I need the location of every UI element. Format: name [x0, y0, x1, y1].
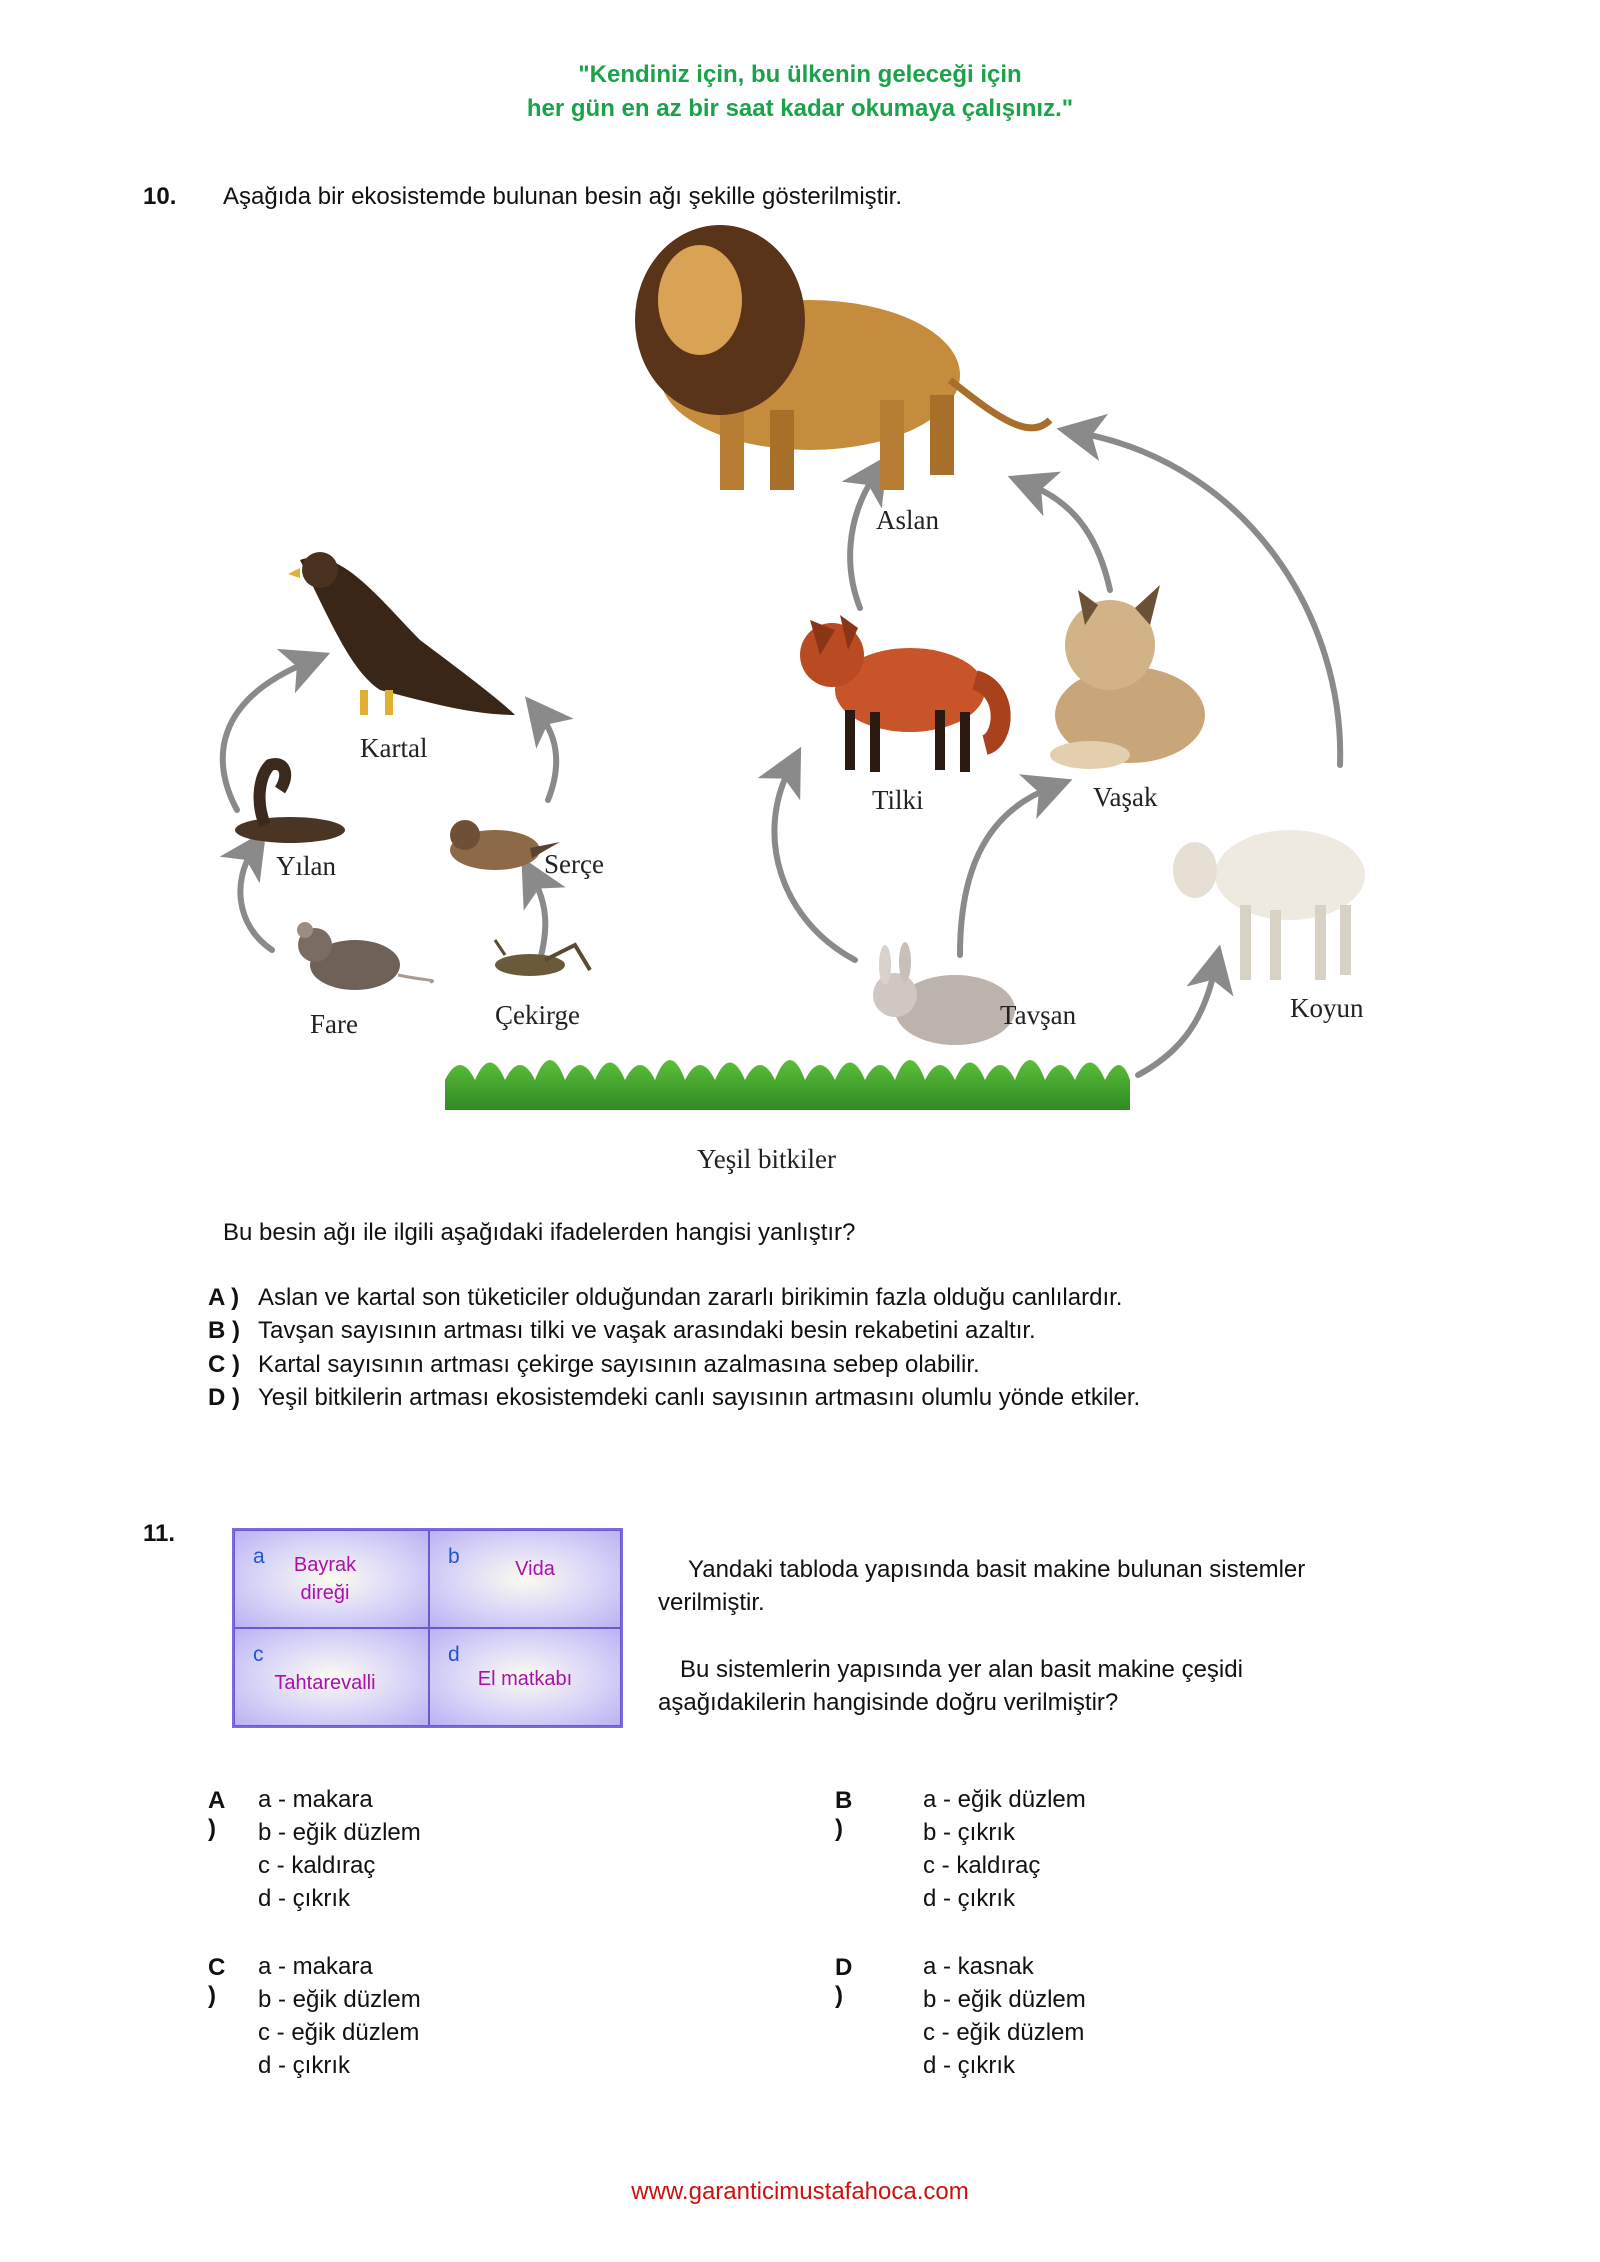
option-letter: A ) [208, 1787, 225, 1842]
label-vasak: Vaşak [1093, 782, 1158, 812]
q11-intro-line-2: verilmiştir. [658, 1589, 765, 1616]
option-line: c - eğik düzlem [923, 2019, 1085, 2046]
option-line: a - kasnak [923, 1953, 1034, 1980]
table-cell-b [429, 1530, 621, 1628]
option-line: b - çıkrık [923, 1819, 1016, 1846]
question-10-stem: Bu besin ağı ile ilgili aşağıdaki ifadelerden hangisi yanlıştır? [223, 1219, 856, 1246]
question-10-number: 10. [143, 183, 177, 210]
option-line: a - makara [258, 1786, 373, 1813]
cell-letter: a [253, 1545, 265, 1568]
option-letter: D ) [835, 1954, 853, 2009]
table-cell-d [429, 1628, 621, 1726]
table-cell-a [234, 1530, 429, 1628]
label-yilan: Yılan [276, 851, 336, 881]
mouse-image [297, 922, 433, 990]
option-text: Yeşil bitkilerin artması ekosistemdeki canlı sayısının artmasını olumlu yönde etkiler. [258, 1384, 1141, 1411]
q11-question-line-2: aşağıdakilerin hangisinde doğru verilmiştir? [658, 1689, 1119, 1716]
lynx-image [1050, 585, 1205, 769]
label-tilki: Tilki [872, 785, 924, 815]
arrow-serce-kartal [540, 715, 556, 800]
label-cekirge: Çekirge [495, 1000, 580, 1030]
label-koyun: Koyun [1290, 993, 1364, 1023]
option-line: b - eğik düzlem [923, 1986, 1086, 2013]
arrow-cekirge-serce [533, 878, 545, 960]
fox-image [800, 615, 1001, 772]
cell-name: El matkabı [477, 1668, 573, 1690]
motto-line-2: her gün en az bir saat kadar okumaya çalışınız." [526, 95, 1074, 122]
label-serce: Serçe [544, 849, 604, 879]
option-letter: C ) [208, 1351, 240, 1378]
option-text: Aslan ve kartal son tüketiciler olduğundan zararlı birikimin fazla olduğu canlılardır. [258, 1284, 1123, 1311]
option-letter: A ) [208, 1284, 240, 1311]
option-line: b - eğik düzlem [258, 1986, 421, 2013]
option-lines [258, 1950, 421, 2082]
cell-name: Bayrak direği [293, 1554, 357, 1604]
q11-question-line-1: Bu sistemlerin yapısında yer alan basit makine çeşidi [680, 1656, 1243, 1683]
arrow-fare-yilan [240, 850, 272, 950]
footer-link[interactable]: www.garanticimustafahoca.com [631, 2178, 969, 2205]
option-line: d - çıkrık [258, 1885, 351, 1912]
cell-letter: d [448, 1643, 460, 1666]
option-text: Tavşan sayısının artması tilki ve vaşak arasındaki besin rekabetini azaltır. [258, 1317, 1036, 1344]
option-letter: D ) [208, 1384, 240, 1411]
option-line: a - makara [258, 1953, 373, 1980]
label-fare: Fare [310, 1009, 358, 1039]
label-aslan: Aslan [876, 505, 939, 535]
option-text: Kartal sayısının artması çekirge sayısının azalmasına sebep olabilir. [258, 1351, 980, 1378]
machines-table [232, 1528, 623, 1728]
rabbit-image [873, 942, 1015, 1045]
q11-question [658, 1653, 1243, 1719]
lion-image [635, 225, 1050, 490]
option-line: a - eğik düzlem [923, 1786, 1086, 1813]
cell-name: Tahtarevalli [274, 1672, 376, 1694]
option-letter: B ) [208, 1317, 240, 1344]
option-line: d - çıkrık [258, 2052, 351, 2079]
cell-letter: c [253, 1643, 264, 1666]
cell-letter: b [448, 1545, 460, 1568]
label-bitkiler: Yeşil bitkiler [697, 1144, 837, 1174]
motto-line-1: "Kendiniz için, bu ülkenin geleceği için [578, 61, 1022, 88]
option-line: c - kaldıraç [258, 1852, 376, 1879]
option-letter: C ) [208, 1954, 226, 2009]
option-line: d - çıkrık [923, 2052, 1016, 2079]
option-lines [923, 1950, 1086, 2082]
q11-intro [658, 1553, 1305, 1619]
option-lines [923, 1783, 1086, 1915]
option-lines [258, 1783, 421, 1915]
cell-name: Vida [515, 1558, 555, 1580]
arrow-tavsan-tilki [774, 768, 855, 960]
option-letter: B ) [835, 1787, 853, 1842]
arrow-bitki-koyun [1138, 968, 1215, 1075]
table-cell-c [234, 1628, 429, 1726]
label-kartal: Kartal [360, 733, 428, 763]
question-10-prompt: Aşağıda bir ekosistemde bulunan besin ağı şekille gösterilmiştir. [223, 183, 903, 210]
arrow-vasak-aslan [1030, 485, 1110, 590]
label-tavsan: Tavşan [1000, 1000, 1077, 1030]
eagle-image [288, 552, 515, 715]
option-line: b - eğik düzlem [258, 1819, 421, 1846]
question-11-number: 11. [143, 1520, 176, 1547]
option-line: c - kaldıraç [923, 1852, 1041, 1879]
arrow-tilki-aslan [850, 475, 875, 608]
snake-image [235, 764, 345, 843]
grass-image [445, 1060, 1130, 1110]
option-line: d - çıkrık [923, 1885, 1016, 1912]
option-line: c - eğik düzlem [258, 2019, 420, 2046]
q11-intro-line-1: Yandaki tabloda yapısında basit makine bulunan sistemler [688, 1556, 1306, 1583]
sheep-image [1173, 830, 1365, 980]
arrow-tavsan-vasak [960, 788, 1050, 955]
